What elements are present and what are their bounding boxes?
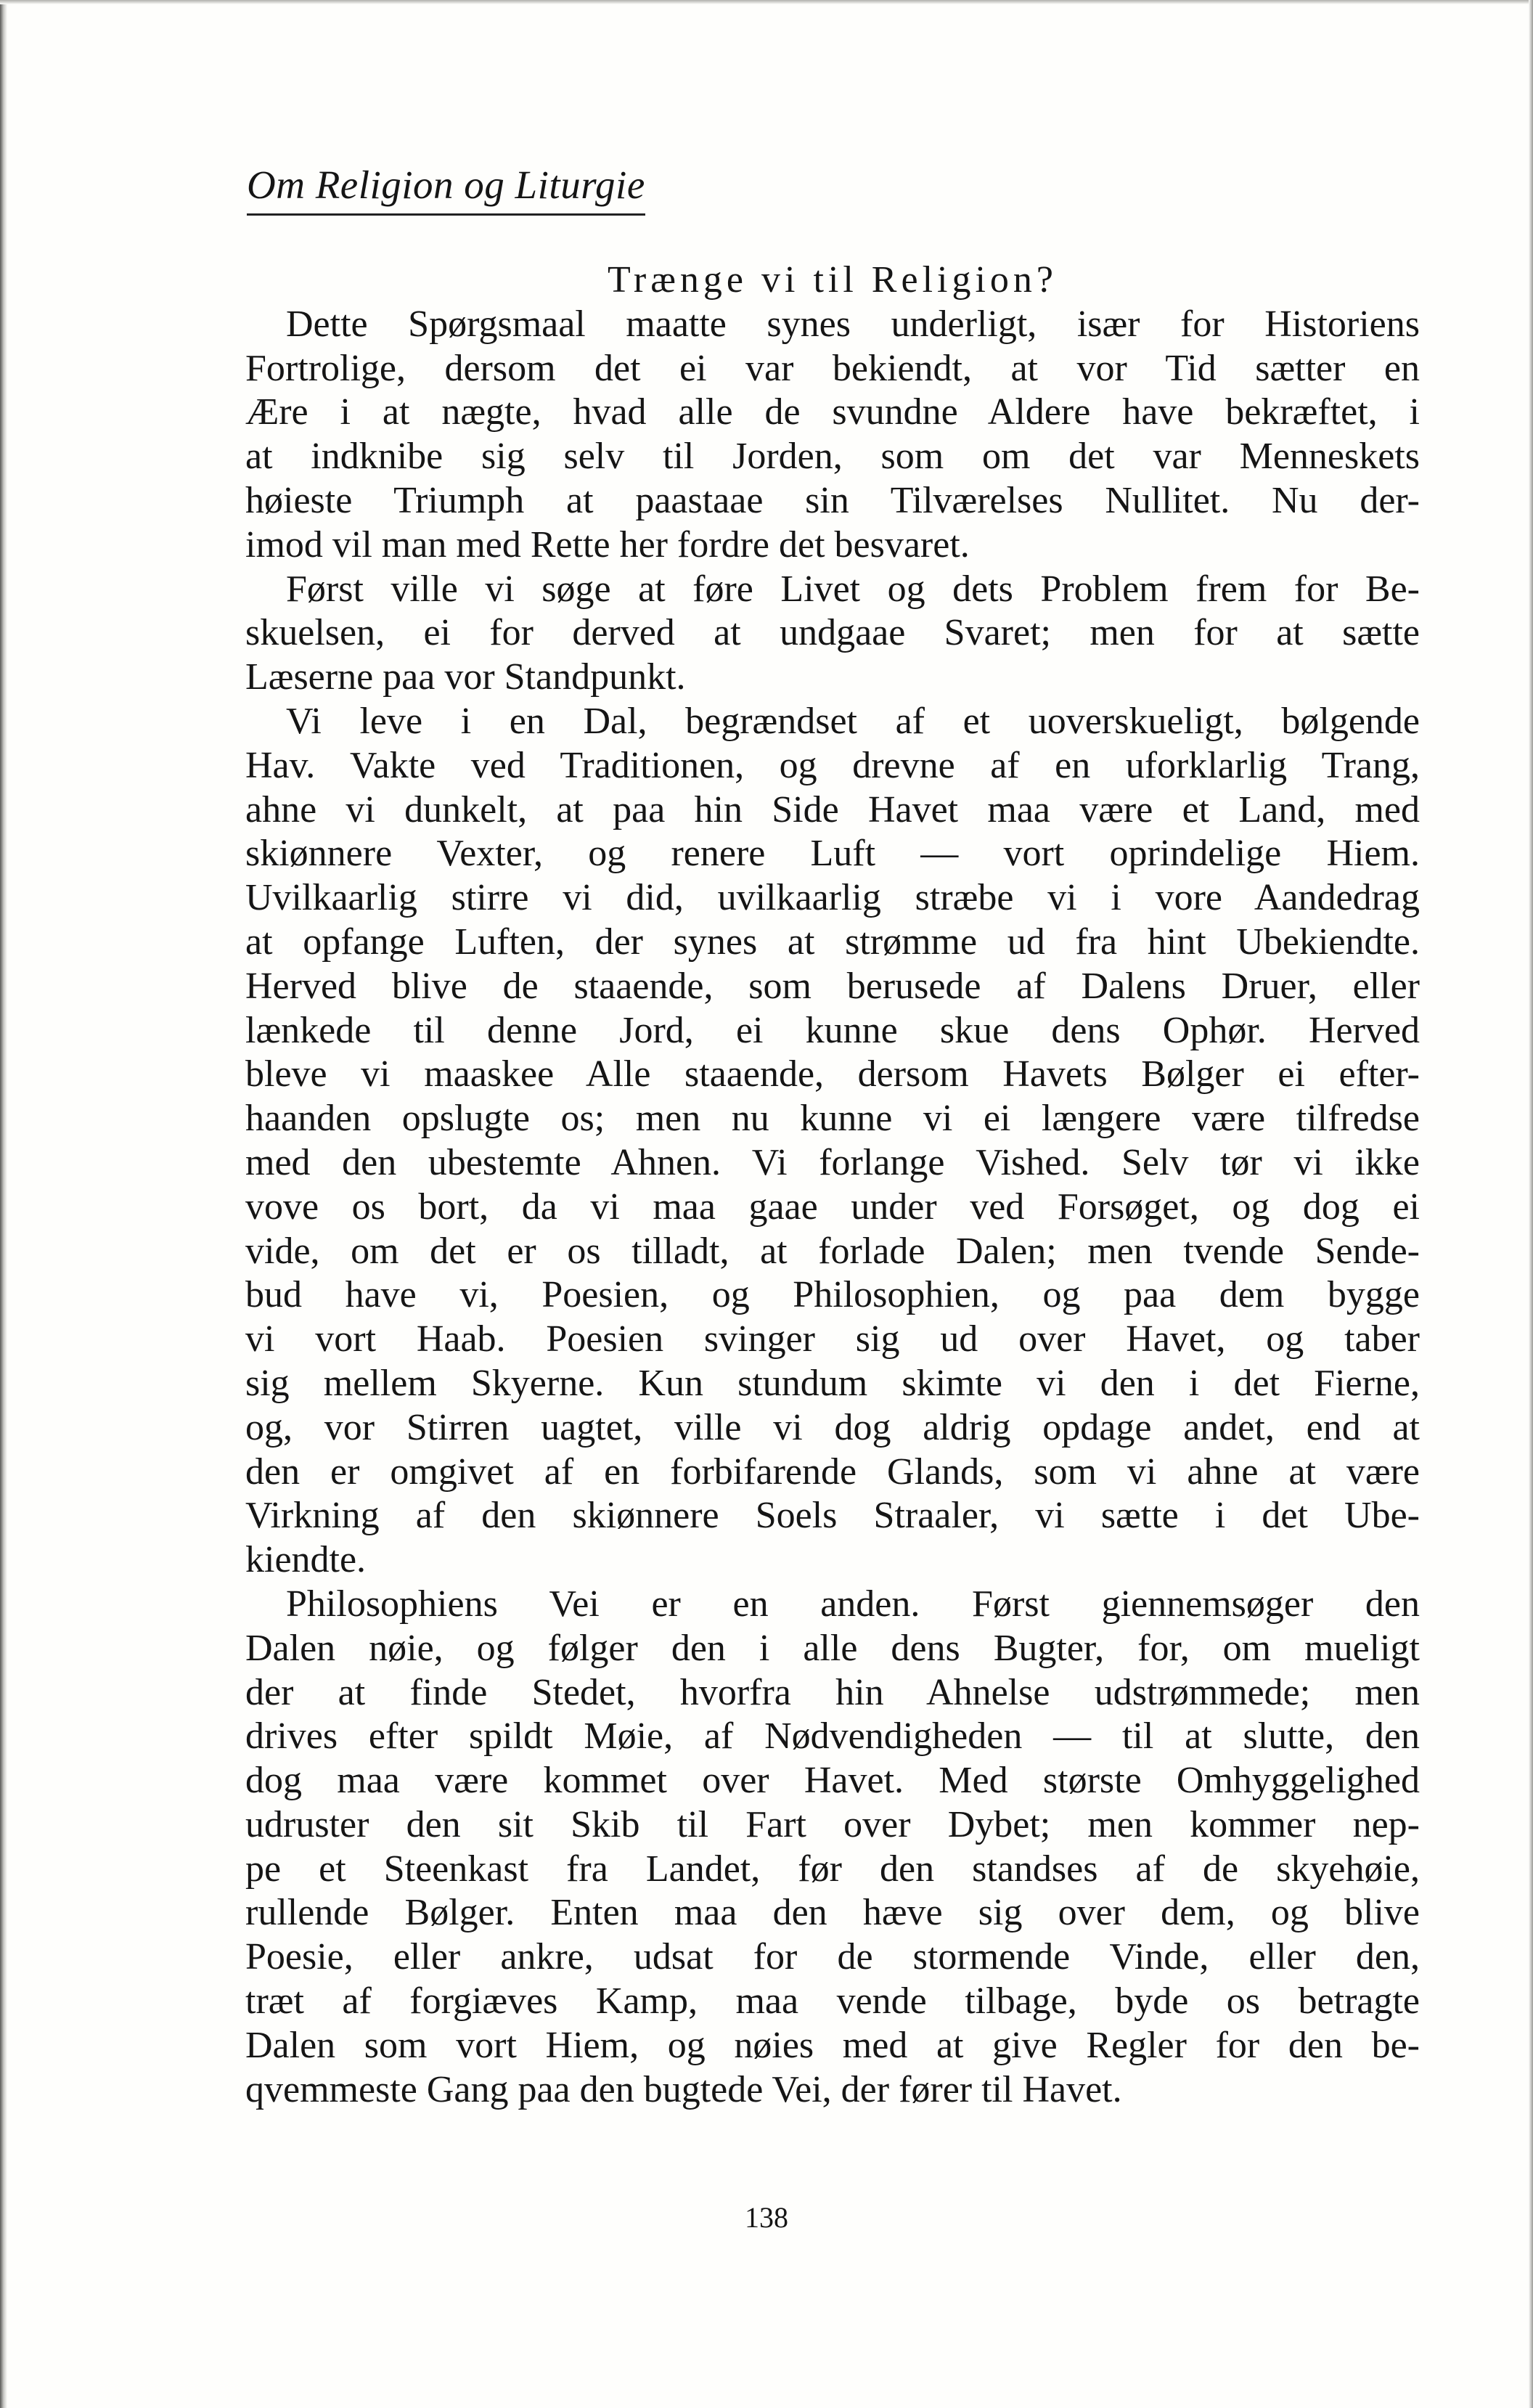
text-line: bleve vi maaskee Alle staaende, dersom Havets Bølger ei efter- [245, 1053, 1420, 1095]
scan-shadow-top [0, 0, 1533, 4]
text-line: kiendte. [245, 1539, 367, 1581]
text-line: haanden opslugte os; men nu kunne vi ei længere være tilfredse [245, 1098, 1420, 1140]
text-line: at opfange Luften, der synes at strømme ud fra hint Ubekiendte. [245, 921, 1420, 963]
text-line: pe et Steenkast fra Landet, før den standses af de skyehøie, [245, 1848, 1420, 1890]
text-line: vi vort Haab. Poesien svinger sig ud over Havet, og taber [245, 1318, 1420, 1360]
body-text [245, 258, 1420, 2112]
text-line: og, vor Stirren uagtet, ville vi dog aldrig opdage andet, end at [245, 1406, 1420, 1448]
text-line: Uvilkaarlig stirre vi did, uvilkaarlig stræbe vi i vore Aandedrag [245, 877, 1420, 919]
text-line: høieste Triumph at paastaae sin Tilværelses Nullitet. Nu der- [245, 479, 1420, 521]
text-line: Poesie, eller ankre, udsat for de stormende Vinde, eller den, [245, 1936, 1420, 1978]
text-line: træt af forgiæves Kamp, maa vende tilbage, byde os betragte [245, 1980, 1420, 2023]
text-line: udruster den sit Skib til Fart over Dybet; men kommer nep- [245, 1803, 1420, 1845]
text-line: den er omgivet af en forbifarende Glands, som vi ahne at være [245, 1450, 1420, 1493]
page-number: 138 [745, 2201, 788, 2234]
text-line: dog maa være kommet over Havet. Med største Omhyggelighed [245, 1760, 1420, 1802]
text-line: ahne vi dunkelt, at paa hin Side Havet maa være et Land, med [245, 788, 1420, 830]
text-line: Dalen nøie, og følger den i alle dens Bugter, for, om mueligt [245, 1627, 1420, 1669]
text-line: at indknibe sig selv til Jorden, som om det var Menneskets [245, 436, 1420, 478]
text-line: Ære i at nægte, hvad alle de svundne Aldere have bekræftet, i [245, 391, 1420, 433]
text-line: Fortrolige, dersom det ei var bekiendt, at vor Tid sætter en [245, 347, 1420, 389]
scan-shadow-right [1529, 0, 1533, 2408]
text-line: imod vil man med Rette her fordre det besvaret. [245, 523, 970, 566]
text-line: drives efter spildt Møie, af Nødvendigheden — til at slutte, den [245, 1715, 1420, 1758]
text-line: Vi leve i en Dal, begrændset af et uoverskueligt, bølgende [286, 700, 1420, 742]
section-heading: Trænge vi til Religion? [608, 259, 1058, 301]
text-line: Hav. Vakte ved Traditionen, og drevne af en uforklarlig Trang, [245, 744, 1420, 786]
text-line: skiønnere Vexter, og renere Luft — vort oprindelige Hiem. [245, 833, 1420, 875]
text-line: skuelsen, ei for derved at undgaae Svaret; men for at sætte [245, 612, 1420, 654]
text-line: Dalen som vort Hiem, og nøies med at give Regler for den be- [245, 2024, 1420, 2066]
scan-shadow-left [0, 0, 7, 2408]
text-line: Virkning af den skiønnere Soels Straaler, vi sætte i det Ube- [245, 1495, 1420, 1537]
text-line: vide, om det er os tilladt, at forlade Dalen; men tvende Sende- [245, 1230, 1420, 1272]
text-line: Læserne paa vor Standpunkt. [245, 656, 686, 698]
text-line: Herved blive de staaende, som berusede af Dalens Druer, eller [245, 965, 1420, 1007]
text-line: Først ville vi søge at føre Livet og dets Problem frem for Be- [286, 568, 1420, 610]
text-line: Dette Spørgsmaal maatte synes underligt, især for Historiens [286, 303, 1420, 345]
text-line: qvemmeste Gang paa den bugtede Vei, der fører til Havet. [245, 2068, 1122, 2110]
text-line: med den ubestemte Ahnen. Vi forlange Vished. Selv tør vi ikke [245, 1141, 1420, 1183]
text-line: der at finde Stedet, hvorfra hin Ahnelse udstrømmede; men [245, 1671, 1420, 1713]
text-line: lænkede til denne Jord, ei kunne skue dens Ophør. Herved [245, 1009, 1420, 1051]
text-line: sig mellem Skyerne. Kun stundum skimte vi den i det Fierne, [245, 1362, 1420, 1404]
text-line: rullende Bølger. Enten maa den hæve sig over dem, og blive [245, 1892, 1420, 1934]
text-line: bud have vi, Poesien, og Philosophien, og paa dem bygge [245, 1274, 1420, 1316]
text-line: vove os bort, da vi maa gaae under ved Forsøget, og dog ei [245, 1185, 1420, 1228]
text-line: Philosophiens Vei er en anden. Først giennemsøger den [286, 1583, 1420, 1625]
running-head: Om Religion og Liturgie [247, 160, 645, 216]
